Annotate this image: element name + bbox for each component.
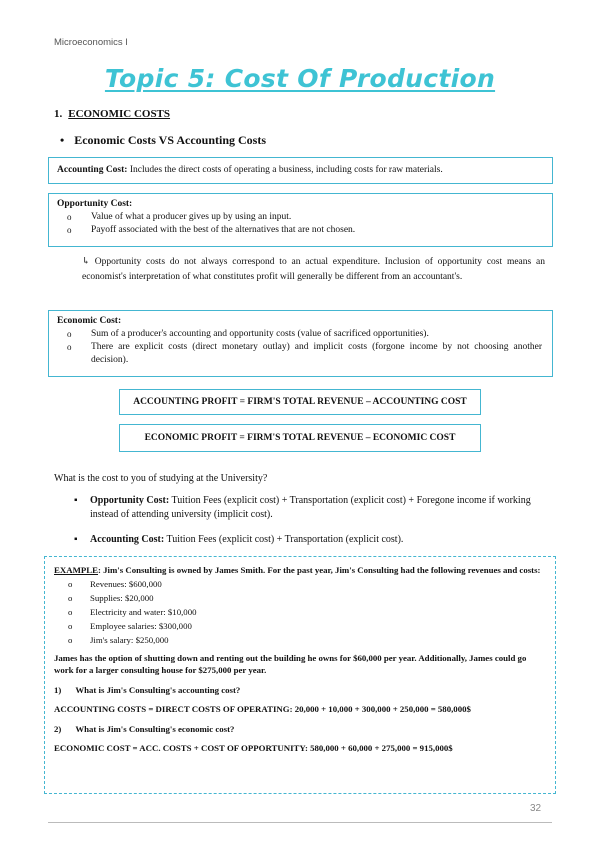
- answer-label: Accounting Cost:: [90, 534, 165, 545]
- accounting-cost-box: [48, 157, 553, 184]
- example-intro: [54, 564, 546, 577]
- list-item: o Revenues: $600,000: [54, 577, 546, 591]
- question-text: What is Jim's Consulting's accounting cost?: [75, 684, 241, 695]
- subsection-title: Economic Costs VS Accounting Costs: [74, 133, 266, 147]
- bullet-icon: •: [60, 133, 65, 147]
- accounting-cost-text: Includes the direct costs of operating a business, including costs for raw materials.: [127, 165, 443, 175]
- answer-text: Tuition Fees (explicit cost) + Transportation (explicit cost) + Foregone income if working instead of attending university (implicit cost).: [90, 495, 531, 520]
- opportunity-cost-list: [57, 211, 544, 237]
- page-title: Topic 5: Cost Of Production: [104, 64, 496, 93]
- economic-cost-label: Economic Cost:: [57, 316, 122, 326]
- list-item: o Payoff associated with the best of the alternatives that are not chosen.: [57, 224, 544, 237]
- section-heading: [54, 108, 170, 120]
- accounting-profit-formula: ACCOUNTING PROFIT = FIRM'S TOTAL REVENUE – ACCOUNTING COST: [119, 389, 481, 415]
- question-number: 1): [54, 684, 62, 695]
- list-item: o Employee salaries: $300,000: [54, 619, 546, 633]
- accounting-cost-label: Accounting Cost:: [57, 165, 128, 175]
- list-item: o Value of what a producer gives up by using an input.: [57, 211, 544, 224]
- running-header: Microeconomics I: [54, 37, 128, 48]
- opportunity-cost-box: [48, 193, 553, 247]
- example-intro-text: : Jim's Consulting is owned by James Smith. For the past year, Jim's Consulting had the following revenues and costs:: [98, 565, 541, 575]
- opportunity-cost-note: ↳ Opportunity costs do not always correspond to an actual expenditure. Inclusion of opportunity cost means an economist's interpretation of what constitutes profit will generally be different from an accountant's.: [82, 257, 545, 282]
- example-box: [44, 556, 556, 794]
- list-item: o Sum of a producer's accounting and opportunity costs (value of sacrificed opportunities).: [57, 328, 544, 341]
- university-question: What is the cost to you of studying at the University?: [54, 473, 268, 484]
- subsection-heading: [60, 133, 266, 148]
- economic-profit-formula: ECONOMIC PROFIT = FIRM'S TOTAL REVENUE – ECONOMIC COST: [119, 424, 481, 452]
- economic-cost-list: [57, 328, 544, 367]
- list-item: [54, 533, 554, 547]
- example-question-2: [54, 723, 546, 736]
- list-item: o Electricity and water: $10,000: [54, 605, 546, 619]
- list-item: o Supplies: $20,000: [54, 591, 546, 605]
- question-number: 2): [54, 723, 62, 734]
- example-question-1: [54, 684, 546, 697]
- list-item: o There are explicit costs (direct monetary outlay) and implicit costs (forgone income by not choosing another decision).: [57, 341, 544, 367]
- example-paragraph: James has the option of shutting down and renting out the building he owns for $60,000 per year. Additionally, James could go work for a larger consulting house for $275,000 per year.: [54, 652, 527, 675]
- list-item: o Jim's salary: $250,000: [54, 633, 546, 647]
- section-title: ECONOMIC COSTS: [68, 108, 171, 120]
- answer-label: Opportunity Cost:: [90, 495, 170, 506]
- example-answer-1: ACCOUNTING COSTS = DIRECT COSTS OF OPERATING: 20,000 + 10,000 + 300,000 + 250,000 = 580,000$: [54, 704, 471, 714]
- example-label: EXAMPLE: [54, 565, 98, 575]
- economic-cost-box: [48, 310, 553, 377]
- answer-text: Tuition Fees (explicit cost) + Transportation (explicit cost).: [164, 534, 404, 545]
- footer-divider: [48, 822, 552, 823]
- opportunity-cost-label: Opportunity Cost:: [57, 199, 133, 209]
- question-text: What is Jim's Consulting's economic cost?: [75, 723, 235, 734]
- list-item: [54, 494, 554, 522]
- university-answers: [54, 494, 554, 558]
- example-figures-list: [54, 577, 546, 647]
- page-number: 32: [530, 803, 542, 814]
- section-number: 1.: [54, 108, 63, 120]
- example-answer-2: ECONOMIC COST = ACC. COSTS + COST OF OPPORTUNITY: 580,000 + 60,000 + 275,000 = 915,000$: [54, 743, 453, 753]
